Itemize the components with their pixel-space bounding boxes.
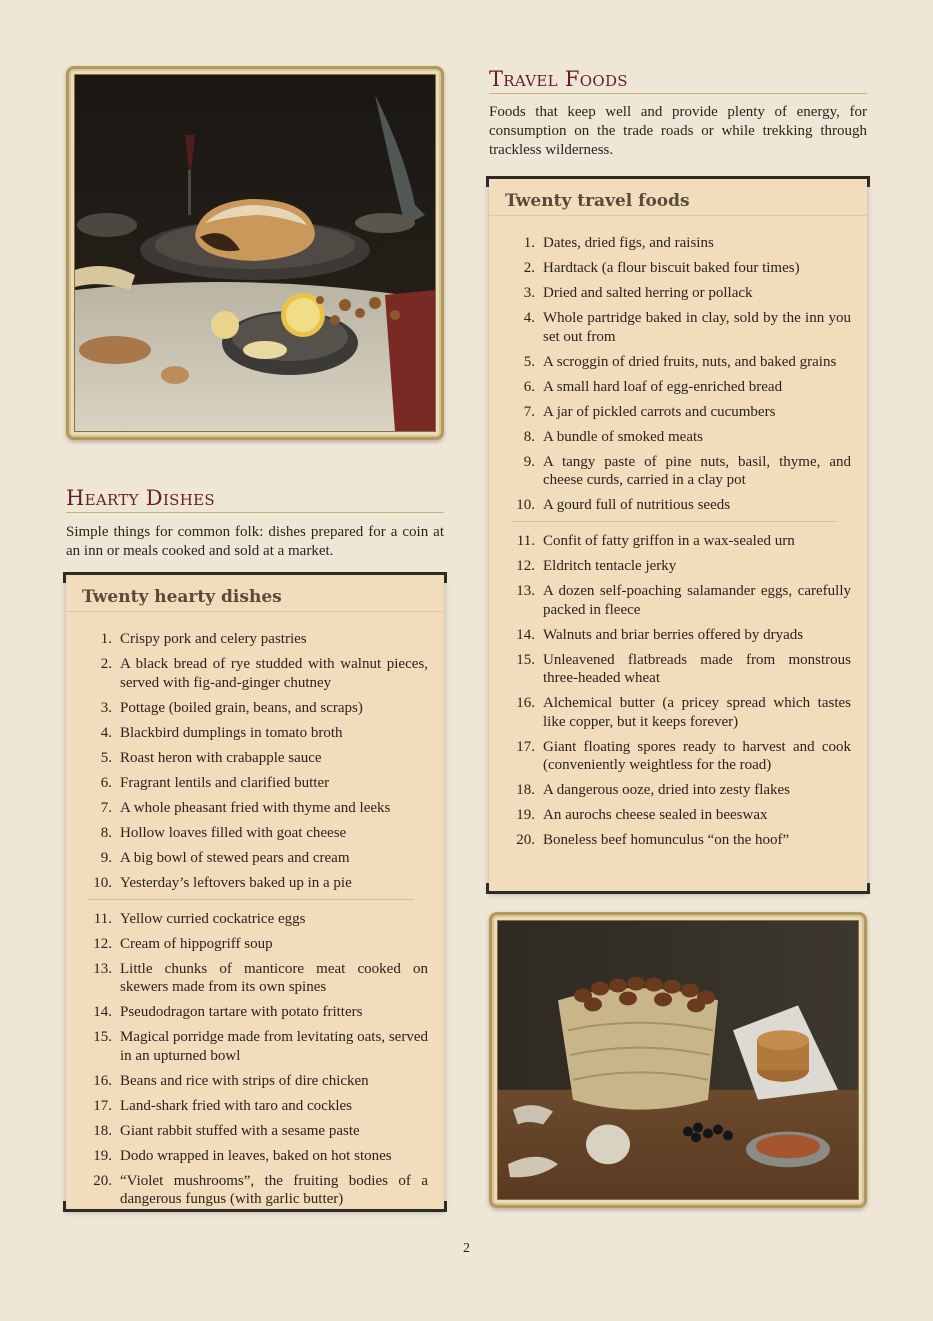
item-number: 2.	[100, 656, 112, 672]
item-number: 20.	[93, 1172, 112, 1189]
item-number: 8.	[100, 824, 112, 841]
item-text: Boneless beef homunculus “on the hoof”	[543, 832, 790, 848]
item-text: Unleavened flatbreads made from monstrous three-headed wheat	[543, 651, 851, 686]
still-life-pie-painting	[66, 66, 444, 440]
item-text: Cream of hippogriff soup	[120, 935, 273, 952]
item-text: A small hard loaf of egg-enriched bread	[543, 378, 783, 395]
item-number: 17.	[93, 1097, 112, 1114]
item-text: Dried and salted herring or pollack	[543, 285, 753, 301]
item-text: An aurochs cheese sealed in beeswax	[543, 807, 768, 823]
item-number: 19.	[93, 1147, 112, 1164]
item-number: 8.	[523, 428, 535, 445]
item-number: 12.	[516, 558, 535, 574]
item-number: 7.	[523, 403, 535, 420]
list-item	[505, 806, 851, 825]
item-number: 15.	[516, 651, 535, 668]
travel-foods-table-title: Twenty travel foods	[489, 179, 867, 216]
list-item	[82, 960, 428, 997]
list-item	[505, 738, 851, 775]
item-text: Hardtack (a flour biscuit baked four times)	[543, 260, 800, 276]
list-item	[505, 626, 851, 645]
item-number: 6.	[523, 378, 535, 395]
list-item	[505, 496, 851, 515]
list-item	[82, 630, 428, 649]
travel-foods-table	[489, 179, 867, 891]
list-item	[82, 724, 428, 743]
item-number: 5.	[100, 749, 112, 766]
item-number: 4.	[100, 724, 112, 741]
item-text: Confit of fatty griffon in a wax-sealed urn	[543, 533, 795, 549]
hearty-dishes-list-1-10	[66, 612, 444, 892]
list-item	[82, 874, 428, 893]
item-text: A tangy paste of pine nuts, basil, thyme, and cheese curds, carried in a clay pot	[543, 453, 851, 488]
travel-foods-intro: Foods that keep well and provide plenty of energy, for consumption on the trade roads or while trekking through trackless wilderness.	[489, 104, 867, 158]
list-item	[82, 910, 428, 929]
item-text: A dozen self-poaching salamander eggs, carefully packed in fleece	[543, 583, 851, 618]
list-item	[505, 234, 851, 253]
list-item	[505, 353, 851, 372]
list-item	[505, 284, 851, 303]
hearty-dishes-intro: Simple things for common folk: dishes prepared for a coin at an inn or meals cooked and sold at a market.	[66, 524, 444, 559]
list-item	[505, 378, 851, 397]
hearty-dishes-table	[66, 575, 444, 1209]
travel-foods-list-11-20	[489, 532, 867, 850]
item-number: 5.	[523, 353, 535, 370]
item-number: 4.	[523, 310, 535, 326]
item-number: 3.	[100, 699, 112, 716]
item-number: 13.	[516, 583, 535, 599]
item-text: A big bowl of stewed pears and cream	[120, 849, 350, 866]
item-text: Yesterday’s leftovers baked up in a pie	[120, 874, 352, 891]
item-number: 2.	[523, 260, 535, 276]
list-item	[82, 849, 428, 868]
page-number: 2	[463, 1241, 470, 1256]
item-number: 9.	[100, 849, 112, 866]
item-text: A whole pheasant fried with thyme and leeks	[120, 799, 391, 816]
list-item	[82, 824, 428, 843]
item-number: 3.	[523, 285, 535, 301]
pie-painting-image	[75, 75, 435, 431]
hearty-dishes-table-title: Twenty hearty dishes	[66, 575, 444, 612]
list-item	[82, 1147, 428, 1166]
list-item	[82, 1028, 428, 1065]
chestnuts-painting-image	[498, 921, 858, 1199]
item-text: Blackbird dumplings in tomato broth	[120, 724, 343, 741]
list-item	[82, 1122, 428, 1141]
item-text: Pseudodragon tartare with potato fritters	[120, 1004, 363, 1020]
list-item	[505, 582, 851, 619]
item-number: 18.	[93, 1122, 112, 1139]
travel-foods-list-1-10	[489, 216, 867, 515]
item-text: Roast heron with crabapple sauce	[120, 749, 322, 766]
item-text: Dates, dried figs, and raisins	[543, 235, 714, 251]
item-number: 15.	[93, 1029, 112, 1045]
table-divider	[511, 521, 837, 522]
item-text: Whole partridge baked in clay, sold by the inn you set out from	[543, 310, 851, 345]
list-item	[82, 774, 428, 793]
item-number: 10.	[516, 497, 535, 513]
item-text: Walnuts and briar berries offered by dryads	[543, 626, 804, 643]
item-text: Crispy pork and celery pastries	[120, 631, 307, 647]
item-number: 9.	[523, 453, 535, 470]
list-item	[82, 1072, 428, 1091]
list-item	[505, 428, 851, 447]
item-text: Alchemical butter (a pricey spread which tastes like copper, but it keeps forever)	[543, 695, 851, 730]
list-item	[82, 699, 428, 718]
item-text: Hollow loaves filled with goat cheese	[120, 824, 347, 841]
list-item	[505, 453, 851, 490]
item-number: 11.	[516, 533, 535, 549]
table-divider	[88, 899, 414, 900]
item-number: 19.	[516, 807, 535, 823]
list-item	[505, 651, 851, 688]
item-number: 14.	[93, 1004, 112, 1020]
list-item	[505, 781, 851, 800]
item-number: 6.	[100, 774, 112, 791]
item-number: 13.	[93, 960, 112, 977]
item-text: Giant floating spores ready to harvest and cook (conveniently weightless for the road)	[543, 738, 851, 773]
item-number: 7.	[100, 799, 112, 816]
still-life-chestnuts-painting	[489, 912, 867, 1208]
item-text: Fragrant lentils and clarified butter	[120, 774, 330, 791]
item-number: 12.	[93, 935, 112, 952]
item-number: 14.	[516, 626, 535, 643]
item-number: 11.	[93, 910, 112, 927]
travel-foods-heading: Travel Foods	[489, 68, 867, 94]
item-number: 17.	[516, 738, 535, 755]
item-number: 16.	[93, 1072, 112, 1089]
item-text: Land-shark fried with taro and cockles	[120, 1097, 352, 1114]
item-number: 10.	[93, 874, 112, 891]
list-item	[82, 935, 428, 954]
item-text: Eldritch tentacle jerky	[543, 558, 677, 574]
item-text: Giant rabbit stuffed with a sesame paste	[120, 1122, 360, 1139]
list-item	[82, 749, 428, 768]
item-text: A jar of pickled carrots and cucumbers	[543, 403, 776, 420]
list-item	[505, 532, 851, 551]
list-item	[82, 1003, 428, 1022]
item-number: 16.	[516, 695, 535, 711]
item-number: 20.	[516, 832, 535, 848]
list-item	[505, 831, 851, 850]
list-item	[505, 694, 851, 731]
item-number: 1.	[100, 631, 112, 647]
list-item	[505, 309, 851, 346]
hearty-dishes-list-11-20	[66, 910, 444, 1209]
item-text: A dangerous ooze, dried into zesty flakes	[543, 782, 791, 798]
item-text: Little chunks of manticore meat cooked on skewers made from its own spines	[120, 960, 428, 995]
item-text: Magical porridge made from levitating oats, served in an upturned bowl	[120, 1029, 428, 1064]
item-text: A scroggin of dried fruits, nuts, and baked grains	[543, 353, 837, 370]
list-item	[82, 1172, 428, 1209]
list-item	[505, 557, 851, 576]
item-number: 1.	[523, 235, 535, 251]
list-item	[82, 655, 428, 692]
list-item	[82, 1097, 428, 1116]
list-item	[505, 259, 851, 278]
hearty-dishes-heading: Hearty Dishes	[66, 487, 444, 513]
item-text: Yellow curried cockatrice eggs	[120, 910, 306, 927]
item-text: Beans and rice with strips of dire chicken	[120, 1072, 369, 1089]
list-item	[505, 403, 851, 422]
item-number: 18.	[516, 782, 535, 798]
list-item	[82, 799, 428, 818]
item-text: A gourd full of nutritious seeds	[543, 497, 731, 513]
item-text: A bundle of smoked meats	[543, 428, 703, 445]
item-text: A black bread of rye studded with walnut pieces, served with fig-and-ginger chutney	[120, 656, 428, 691]
item-text: “Violet mushrooms”, the fruiting bodies of a dangerous fungus (with garlic butter)	[120, 1172, 428, 1207]
item-text: Dodo wrapped in leaves, baked on hot stones	[120, 1147, 392, 1164]
item-text: Pottage (boiled grain, beans, and scraps)	[120, 699, 363, 716]
